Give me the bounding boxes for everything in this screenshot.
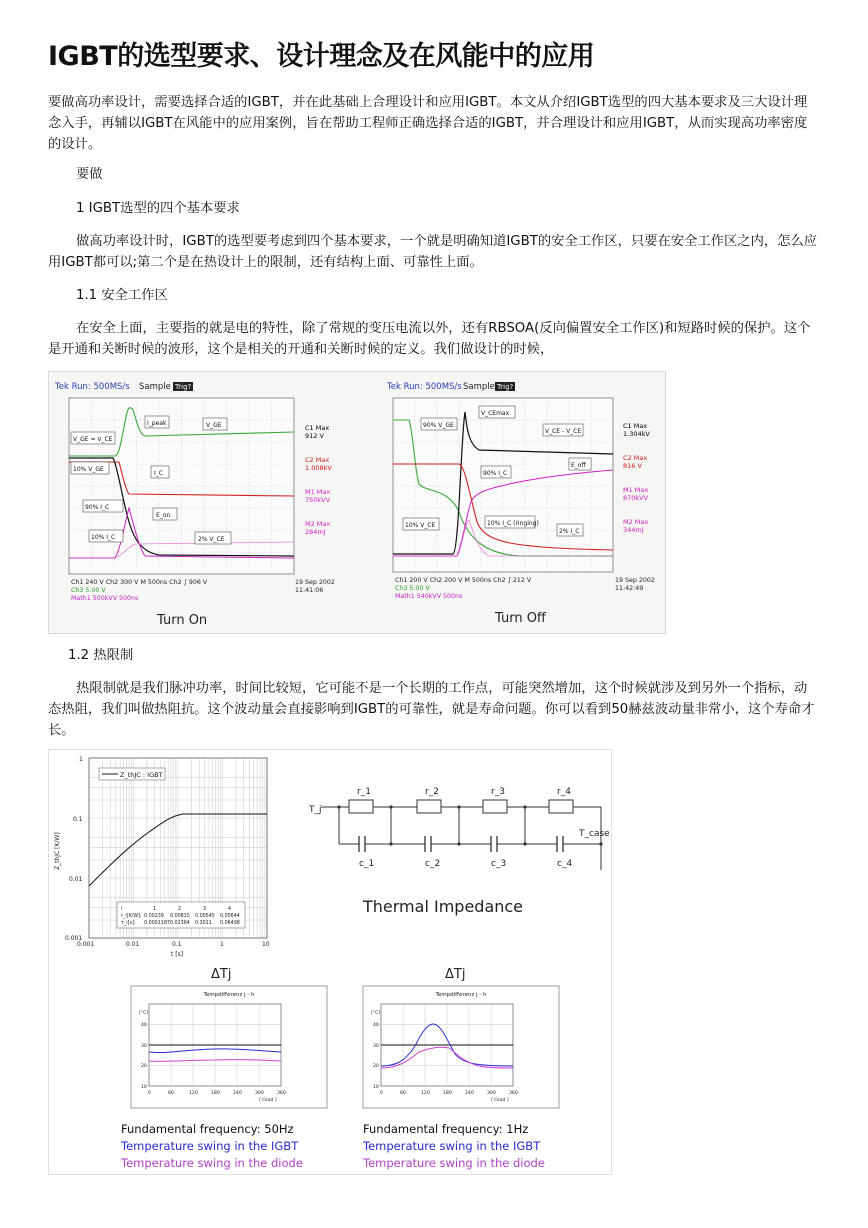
anno-on-5: 90% I_C (85, 504, 110, 511)
anno-off-2: V_CE - V_CE (545, 428, 582, 435)
on-readout-1-value: 1.008kV (305, 464, 332, 472)
mini-50hz-xt1: 60 (168, 1091, 174, 1096)
mini-50hz-yt2: 20 (141, 1064, 147, 1069)
rc-label-tcase: T_case (579, 829, 610, 839)
zth-table-r0-2: 0.00815 (170, 914, 190, 919)
on-readout-2-label: M1 Max (305, 488, 331, 496)
rc-label-r2: r_2 (425, 787, 439, 797)
rc-label-r1: r_1 (357, 787, 371, 797)
paragraph-section-1-1: 在安全上面，主要指的就是电的特性，除了常规的变压电流以外，还有RBSOA(反向偏置安全工作区)和短路时候的保护。这个是开通和关断时候的波形，这个是相关的开通和关断时候的定义。我们做设计的时候， (48, 321, 811, 357)
turn-off-trig: Trig? (497, 383, 514, 391)
on-footer-3: Math1 500kVV 500ns (71, 595, 139, 602)
turn-on-mode: Sample (139, 382, 171, 392)
article-title: IGBT的选型要求、设计理念及在风能中的应用 (48, 41, 595, 72)
rc-label-c2: c_2 (425, 859, 441, 869)
zth-xtick-3: 1 (220, 941, 224, 948)
off-footer-3: Math1 540kVV 500ns (395, 593, 463, 600)
off-readout-1-label: C2 Max (623, 454, 648, 462)
off-readout-1-value: 816 V (623, 462, 642, 470)
mini-50hz-yt1: 30 (141, 1044, 147, 1049)
mini-1hz-xlabel: [ Grad ] (491, 1098, 509, 1103)
off-readout-0-value: 1.304kV (623, 430, 650, 438)
mini-50hz-xlabel: [ Grad ] (259, 1098, 277, 1103)
on-readout-2-value: 750kVV (305, 496, 331, 504)
mini-1hz-title: Tempdifferenz j - h (435, 992, 487, 998)
mini-1hz-xt4: 240 (465, 1091, 474, 1096)
off-footer-1: Ch1 200 V Ch2 200 V M 500ns Ch2 ∫ 212 V (395, 577, 532, 584)
resistor-3 (483, 800, 507, 813)
mini-1hz-xt3: 180 (443, 1091, 452, 1096)
zth-table-r0-0: r_i[K/W]: (121, 914, 142, 919)
turn-off-mode: Sample (463, 382, 495, 392)
zth-table-h1: 1 (153, 907, 157, 912)
mini-chart-1hz (363, 986, 559, 1108)
scope-figure-svg (49, 372, 665, 633)
anno-on-6: E_on (156, 512, 171, 519)
anno-on-1: I_peak (147, 420, 167, 427)
anno-off-6: 10% I_C (ringing) (487, 520, 539, 527)
mini-50hz-xt5: 300 (255, 1091, 264, 1096)
mini-1hz-xt1: 60 (400, 1091, 406, 1096)
off-readout-2-value: 870kVV (623, 494, 649, 502)
zth-ylabel: Z_thJC [K/W] (54, 832, 61, 870)
mini-50hz-xt6: 360 (277, 1091, 286, 1096)
off-readout-3-label: M2 Max (623, 518, 649, 526)
thermal-figure-svg (49, 750, 611, 1174)
resistor-2 (417, 800, 441, 813)
rc-label-r4: r_4 (557, 787, 571, 797)
on-readout-1-label: C2 Max (305, 456, 330, 464)
anno-off-7: 2% I_C (559, 528, 580, 535)
mini-1hz-yt3: 10 (373, 1085, 379, 1090)
zth-table-r0-1: 0.00239 (144, 914, 164, 919)
section-heading-1: 1 IGBT选型的四个基本要求 (76, 201, 240, 216)
cap-50hz-diode: Temperature swing in the diode (121, 1156, 303, 1170)
cap-50hz-igbt: Temperature swing in the IGBT (121, 1139, 299, 1153)
zth-table-r1-0: τ_i[s]: (121, 921, 136, 926)
zth-ytick-0: 1 (79, 756, 83, 763)
paragraph-section-1-2: 热限制就是我们脉冲功率，时间比较短，它可能不是一个长期的工作点，可能突然增加，这个时候就涉及到另外一个指标，动态热阻，我们叫做热阻抗。这个波动量会直接影响到IGBT的可靠性，就是寿命问题。你可以看到50赫兹波动量非常小，这个寿命才长。 (48, 681, 815, 738)
rc-label-c3: c_3 (491, 859, 507, 869)
scope-figure (48, 371, 666, 634)
mini-50hz-xt0: 0 (148, 1091, 151, 1096)
anno-off-5: 10% V_CE (405, 522, 436, 529)
anno-on-4: I_C (154, 470, 163, 477)
mini-chart-50hz (131, 986, 327, 1108)
anno-off-3: 90% I_C (483, 470, 508, 477)
on-time: 11:41:06 (295, 587, 324, 594)
anno-on-7: 10% I_C (91, 534, 116, 541)
off-readout-0-label: C1 Max (623, 422, 648, 430)
turn-off-header: Tek Run: 500MS/s (387, 382, 462, 392)
zth-xtick-1: 0.01 (126, 941, 140, 948)
thermal-figure (48, 749, 612, 1175)
anno-off-4: E_off (571, 462, 586, 469)
mini-50hz-xt2: 120 (189, 1091, 198, 1096)
zth-table-r1-2: 0.02364 (170, 921, 190, 926)
on-readout-0-label: C1 Max (305, 424, 330, 432)
zth-table-r1-4: 0.06498 (220, 921, 240, 926)
delta-tj-label-left: ΔTj (211, 967, 232, 982)
mini-50hz-title: Tempdifferenz j - h (203, 992, 255, 998)
zth-table-h4: 4 (228, 907, 232, 912)
mini-1hz-yt0: 40 (373, 1023, 379, 1028)
off-footer-2: Ch3 5.00 V (395, 585, 430, 592)
on-readout-0-value: 912 V (305, 432, 324, 440)
zth-table-r0-4: 0.05644 (220, 914, 240, 919)
mini-1hz-xt6: 360 (509, 1091, 518, 1096)
zth-chart (54, 756, 270, 958)
zth-table-h3: 3 (203, 907, 207, 912)
mini-1hz-xt0: 0 (380, 1091, 383, 1096)
zth-ytick-2: 0.01 (69, 876, 83, 883)
anno-on-3: 10% V_GE (73, 466, 104, 473)
on-footer-2: Ch3 5.00 V (71, 587, 106, 594)
anno-off-0: 90% V_GE (423, 422, 454, 429)
paragraph-yaozuo: 要做 (76, 167, 103, 182)
mini-50hz-yt0: 40 (141, 1023, 147, 1028)
anno-on-0: V_GE = V_CE (73, 436, 113, 443)
turn-on-trig: Trig? (175, 383, 192, 391)
on-date: 19 Sep 2002 (295, 579, 335, 586)
zth-legend-text: Z_thJC : IGBT (120, 771, 163, 779)
anno-off-1: V_CEmax (481, 410, 510, 417)
intro-paragraph: 要做高功率设计，需要选择合适的IGBT，并在此基础上合理设计和应用IGBT。本文从介绍IGBT选型的四大基本要求及三大设计理念入手，再辅以IGBT在风能中的应用案例，旨在帮助工程师正确选择合适的IGBT，并合理设计和应用IGBT，从而实现高功率密度的设计。 (48, 95, 808, 152)
on-readout-3-value: 284mJ (305, 528, 326, 536)
paragraph-section-1: 做高功率设计时，IGBT的选型要考虑到四个基本要求，一个就是明确知道IGBT的安全工作区，只要在安全工作区之内，怎么应用IGBT都可以;第二个是在热设计上的限制，还有结构上面、可靠性上面。 (48, 234, 818, 270)
off-time: 11:42:49 (615, 585, 644, 592)
mini-50hz-xt3: 180 (211, 1091, 220, 1096)
mini-1hz-xt5: 300 (487, 1091, 496, 1096)
zth-table-h0: i (121, 907, 123, 912)
zth-ytick-1: 0.1 (73, 816, 83, 823)
rc-label-tj: T_j (309, 805, 322, 815)
cap-1hz-freq: Fundamental frequency: 1Hz (363, 1122, 529, 1136)
rc-label-c4: c_4 (557, 859, 573, 869)
thermal-captions (120, 1122, 545, 1170)
turn-on-header: Tek Run: 500MS/s (55, 382, 130, 392)
rc-label-c1: c_1 (359, 859, 375, 869)
cap-50hz-freq: Fundamental frequency: 50Hz (121, 1122, 294, 1136)
mini-50hz-yt3: 10 (141, 1085, 147, 1090)
zth-table-r1-1: 0.0001187 (144, 921, 170, 926)
mini-1hz-yt2: 20 (373, 1064, 379, 1069)
zth-table-r1-3: 0.3011 (195, 921, 212, 926)
zth-legend (99, 768, 165, 780)
rc-label-r3: r_3 (491, 787, 505, 797)
delta-tj-label-right: ΔTj (445, 967, 466, 982)
turn-on-caption: Turn On (157, 613, 208, 628)
rc-network (308, 787, 610, 916)
zth-xtick-0: 0.001 (77, 941, 95, 948)
zth-xtick-4: 10 (262, 941, 270, 948)
anno-on-2: V_GE (206, 422, 222, 429)
off-readout-2-label: M1 Max (623, 486, 649, 494)
cap-1hz-igbt: Temperature swing in the IGBT (363, 1139, 541, 1153)
section-heading-1-2: 1.2 热限制 (68, 648, 134, 663)
zth-xtick-2: 0.1 (172, 941, 182, 948)
zth-xlabel: t [s] (171, 951, 184, 958)
mini-1hz-ylabel: [°C] (371, 1011, 381, 1016)
cap-1hz-diode: Temperature swing in the diode (363, 1156, 545, 1170)
resistor-1 (349, 800, 373, 813)
thermal-impedance-title: Thermal Impedance (363, 897, 524, 916)
mini-50hz-xt4: 240 (233, 1091, 242, 1096)
resistor-4 (549, 800, 573, 813)
on-footer-1: Ch1 240 V Ch2 300 V M 500ns Ch2 ∫ 906 V (71, 579, 208, 586)
mini-1hz-xt2: 120 (421, 1091, 430, 1096)
on-readout-3-label: M2 Max (305, 520, 331, 528)
anno-on-8: 2% V_CE (198, 536, 225, 543)
zth-table (117, 902, 245, 928)
zth-table-r0-3: 0.00545 (195, 914, 215, 919)
off-date: 19 Sep 2002 (615, 577, 655, 584)
zth-ytick-3: 0.001 (65, 935, 83, 942)
off-readout-3-value: 344mJ (623, 526, 644, 534)
turn-off-caption: Turn Off (495, 611, 546, 626)
mini-1hz-yt1: 30 (373, 1044, 379, 1049)
zth-table-h2: 2 (178, 907, 182, 912)
section-heading-1-1: 1.1 安全工作区 (76, 288, 168, 303)
mini-50hz-ylabel: [°C] (139, 1011, 149, 1016)
